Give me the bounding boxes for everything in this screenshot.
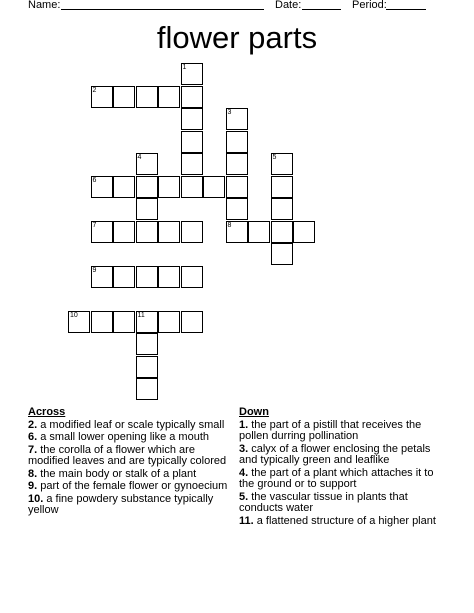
- crossword-cell[interactable]: [113, 176, 135, 198]
- clue-number: 2: [92, 86, 97, 94]
- crossword-cell[interactable]: [181, 108, 203, 130]
- down-clues: [239, 407, 444, 528]
- crossword-cell[interactable]: [271, 176, 293, 198]
- clue-number: 4: [137, 154, 142, 161]
- period-label: Period:: [352, 0, 387, 11]
- crossword-cell[interactable]: [226, 176, 248, 198]
- crossword-cell[interactable]: [158, 86, 180, 108]
- crossword-cell[interactable]: [113, 311, 135, 333]
- across-clues: [28, 407, 228, 518]
- crossword-cell[interactable]: [181, 86, 203, 108]
- crossword-cell[interactable]: [136, 356, 158, 378]
- clue-number: 1: [182, 64, 187, 71]
- crossword-cell[interactable]: [113, 86, 135, 108]
- down-heading: Down: [239, 406, 269, 418]
- clue-number: 5: [272, 154, 277, 161]
- crossword-cell[interactable]: [271, 221, 293, 243]
- clue-number: 8: [227, 221, 232, 229]
- crossword-cell[interactable]: [136, 266, 158, 288]
- name-label: Name:: [28, 0, 61, 11]
- crossword-cell[interactable]: [226, 198, 248, 220]
- crossword-cell[interactable]: [136, 86, 158, 108]
- crossword-cell[interactable]: [226, 131, 248, 153]
- down-clue: 1. the part of a pistill that receives the pollen durring pollination: [239, 418, 422, 442]
- crossword-cell[interactable]: [113, 266, 135, 288]
- crossword-cell[interactable]: [226, 153, 248, 175]
- crossword-cell[interactable]: [203, 176, 225, 198]
- crossword-cell[interactable]: [158, 266, 180, 288]
- across-clue: 7. the corolla of a flower which are modified leaves and are typically colored: [28, 443, 227, 467]
- crossword-cell[interactable]: [248, 221, 270, 243]
- clue-number: 9: [92, 266, 97, 274]
- crossword-cell[interactable]: [136, 198, 158, 220]
- crossword-cell[interactable]: [158, 176, 180, 198]
- across-clue: 2. a modified leaf or scale typically small: [28, 418, 225, 431]
- across-clue: 9. part of the female flower or gynoecium: [28, 480, 228, 492]
- crossword-cell[interactable]: [181, 221, 203, 243]
- date-label: Date:: [275, 0, 302, 11]
- across-clue: 8. the main body or stalk of a plant: [28, 467, 197, 480]
- crossword-cell[interactable]: [158, 311, 180, 333]
- clue-number: 11: [137, 311, 145, 319]
- crossword-cell[interactable]: [136, 176, 158, 198]
- down-clue: 4. the part of a plant which attaches it to the ground or to support: [239, 466, 434, 490]
- clue-number: 10: [70, 311, 78, 319]
- crossword-cell[interactable]: [181, 153, 203, 175]
- crossword-cell[interactable]: [136, 378, 158, 400]
- crossword-cell[interactable]: [136, 221, 158, 243]
- crossword-cell[interactable]: [158, 221, 180, 243]
- down-clue: 3. calyx of a flower enclosing the petals and typically green and leaflike: [239, 442, 431, 466]
- across-heading: Across: [28, 406, 66, 418]
- across-clue: 10. a fine powdery substance typically yellow: [28, 492, 214, 516]
- page-title: flower parts: [156, 20, 318, 55]
- down-clue: 5. the vascular tissue in plants that conducts water: [239, 490, 408, 514]
- crossword-cell[interactable]: [293, 221, 315, 243]
- clue-number: 7: [92, 221, 97, 229]
- crossword-cell[interactable]: [181, 176, 203, 198]
- crossword-cell[interactable]: [136, 333, 158, 355]
- crossword-cell[interactable]: [181, 311, 203, 333]
- crossword-cell[interactable]: [271, 198, 293, 220]
- crossword-cell[interactable]: [113, 221, 135, 243]
- across-clue: 6. a small lower opening like a mouth: [28, 431, 210, 443]
- crossword-cell[interactable]: [271, 243, 293, 265]
- crossword-cell[interactable]: [181, 266, 203, 288]
- crossword-cell[interactable]: [181, 131, 203, 153]
- crossword-cell[interactable]: [91, 311, 113, 333]
- clue-number: 6: [92, 176, 97, 184]
- clue-number: 3: [227, 109, 232, 116]
- down-clue: 11. a flattened structure of a higher plant: [239, 514, 436, 527]
